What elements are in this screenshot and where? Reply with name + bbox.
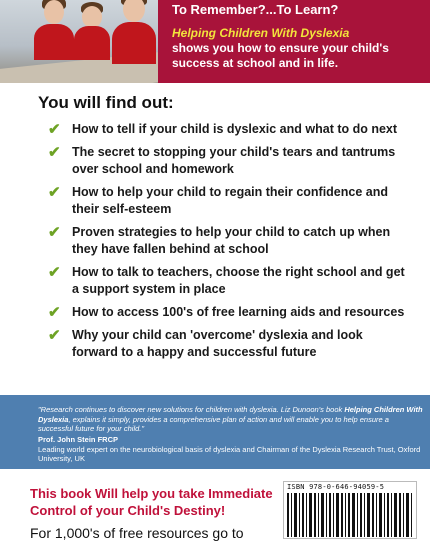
barcode	[283, 481, 417, 539]
child-figure	[74, 4, 110, 60]
testimonial-text: "Research continues to discover new solutions for children with dyslexia. Liz Dunoon's book Helping Children With Dyslexia, explains it simply, provides a comprehensive plan of action and will enable you to help ensure a successful future for your child."	[38, 405, 423, 433]
headline-body: shows you how to ensure your child's success at school and in life.	[172, 41, 389, 70]
checkmark-icon: ✔	[48, 304, 61, 321]
barcode-icon	[287, 493, 413, 537]
testimonial	[38, 405, 423, 464]
checkmark-icon: ✔	[48, 264, 61, 281]
testimonial-author: Prof. John Stein FRCP	[38, 434, 119, 444]
checkmark-icon: ✔	[48, 144, 61, 161]
checkmark-icon: ✔	[48, 224, 61, 241]
classroom-photo	[0, 0, 158, 83]
list-item: ✔ How to access 100's of free learning aids and resources	[48, 304, 405, 321]
testimonial-band	[0, 395, 430, 469]
benefits-list	[48, 121, 408, 367]
list-item: ✔ Proven strategies to help your child to catch up when they have fallen behind at school	[48, 224, 391, 256]
find-out-heading: You will find out:	[38, 93, 174, 112]
child-figure	[112, 0, 156, 64]
headline-block	[172, 2, 427, 71]
resources-text: For 1,000's of free resources go to	[30, 525, 244, 541]
list-item: ✔ How to talk to teachers, choose the right school and get a support system in place	[48, 264, 405, 296]
hero-banner	[0, 0, 430, 83]
book-title: Helping Children With Dyslexia	[172, 26, 350, 40]
list-item: ✔ The secret to stopping your child's tears and tantrums over school and homework	[48, 144, 396, 176]
list-item: ✔ How to help your child to regain their confidence and their self-esteem	[48, 184, 388, 216]
testimonial-author-role: Leading world expert on the neurobiological basis of dyslexia and Chairman of the Dyslexia Research Trust, Oxford University, UK	[38, 444, 421, 463]
checkmark-icon: ✔	[48, 184, 61, 201]
list-item: ✔ How to tell if your child is dyslexic and what to do next	[48, 121, 398, 138]
checkmark-icon: ✔	[48, 327, 61, 344]
promo-text: This book Will help you take Immediate Control of your Child's Destiny!	[30, 486, 273, 518]
isbn-number: ISBN 978-0-646-94059-5	[287, 483, 385, 491]
child-figure	[34, 0, 74, 60]
headline-question: To Remember?...To Learn?	[172, 2, 339, 17]
bottom-section	[0, 469, 430, 541]
checkmark-icon: ✔	[48, 121, 61, 138]
list-item: ✔ Why your child can 'overcome' dyslexia and look forward to a happy and successful future	[48, 327, 363, 359]
